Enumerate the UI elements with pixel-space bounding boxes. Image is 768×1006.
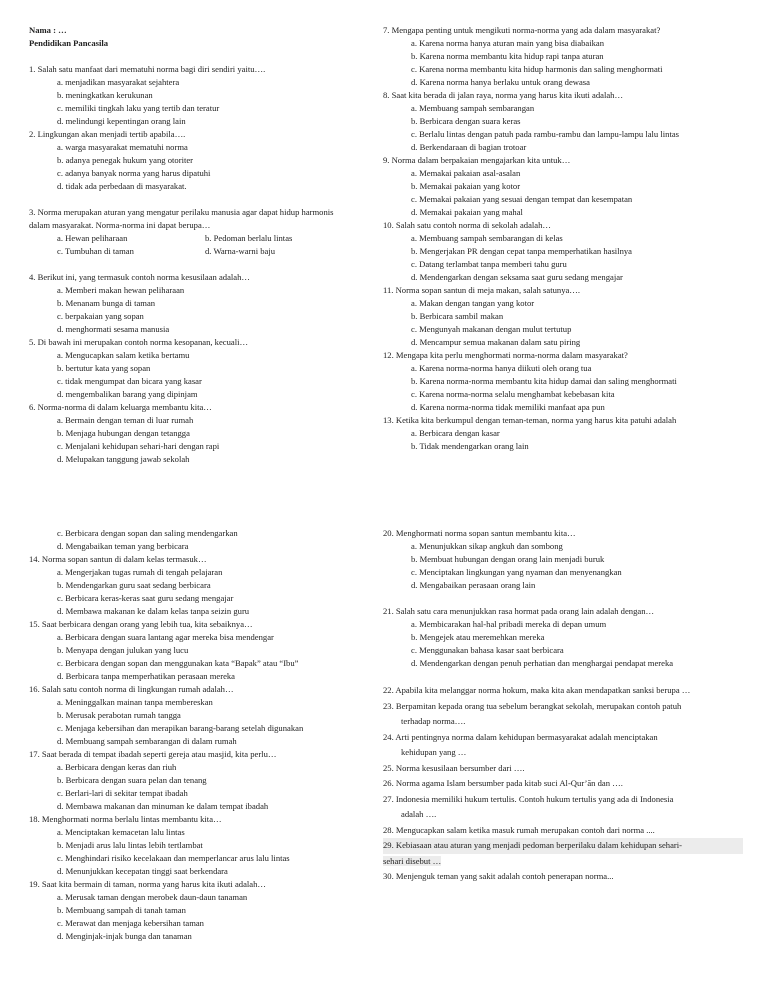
question-14 — [29, 553, 374, 618]
option-a: a. Karena norma hanya aturan main yang bisa diabaikan — [411, 38, 605, 48]
question-text: 16. Salah satu contoh norma di lingkungan rumah adalah… — [29, 684, 234, 694]
option-c: c. Mengunyah makanan dengan mulut tertutup — [411, 324, 572, 334]
question-text: 12. Mengapa kita perlu menghormati norma-norma dalam masyarakat? — [383, 350, 628, 360]
option-a: a. Berbicara dengan suara lantang agar mereka bisa mendengar — [57, 632, 274, 642]
option-a: a. Berbicara dengan kasar — [411, 428, 500, 438]
option-d: d. Mengabaikan teman yang berbicara — [57, 541, 189, 551]
option-c: c. Menghindari risiko kecelakaan dan memperlancar arus lalu lintas — [57, 853, 290, 863]
question-15 — [29, 618, 374, 683]
option-c: c. memiliki tingkah laku yang tertib dan teratur — [57, 103, 220, 113]
option-a: a. menjadikan masyarakat sejahtera — [57, 77, 180, 87]
question-13-continued — [29, 527, 374, 553]
option-d: d. mengembalikan barang yang dipinjam — [57, 389, 198, 399]
option-d: d. tidak ada perbedaan di masyarakat. — [57, 181, 187, 191]
question-text: 6. Norma-norma di dalam keluarga membantu kita… — [29, 402, 212, 412]
question-text: 9. Norma dalam berpakaian mengajarkan kita untuk… — [383, 155, 571, 165]
option-c: c. Menjaga kebersihan dan merapikan barang-barang setelah digunakan — [57, 723, 304, 733]
question-4 — [29, 271, 374, 336]
option-b: b. Menanam bunga di taman — [57, 298, 156, 308]
option-d: d. menghormati sesama manusia — [57, 324, 170, 334]
option-d: d. Menunjukkan kecepatan tinggi saat berkendara — [57, 866, 228, 876]
option-b: b. Tidak mendengarkan orang lain — [411, 441, 529, 451]
option-c: c. berpakaian yang sopan — [57, 311, 144, 321]
essay-question-23-cont: terhadap norma…. — [401, 716, 466, 726]
option-b: b. Mengejek atau meremehkan mereka — [411, 632, 545, 642]
option-b: b. Berbicara dengan suara keras — [411, 116, 521, 126]
question-text: 4. Berikut ini, yang termasuk contoh norma kesusilaan adalah… — [29, 272, 250, 282]
option-b: b. Karena norma membantu kita hidup rapi tanpa aturan — [411, 51, 604, 61]
option-d: d. Memakai pakaian yang mahal — [411, 207, 523, 217]
option-a: a. Merusak taman dengan merobek daun-daun tanaman — [57, 892, 248, 902]
option-c: c. Berlalu lintas dengan patuh pada rambu-rambu dan lampu-lampu lalu lintas — [411, 129, 679, 139]
essay-question-25: 25. Norma kesusilaan bersumber dari …. — [383, 762, 525, 773]
option-b: b. Berbicara dengan suara pelan dan tenang — [57, 775, 207, 785]
option-d: d. Mendengarkan dengan seksama saat guru sedang mengajar — [411, 272, 623, 282]
question-16 — [29, 683, 374, 748]
question-2 — [29, 128, 374, 193]
question-text: 8. Saat kita berada di jalan raya, norma yang harus kita ikuti adalah… — [383, 90, 624, 100]
option-a: a. Memakai pakaian asal-asalan — [411, 168, 521, 178]
option-b: b. Karena norma-norma membantu kita hidup damai dan saling menghormati — [411, 376, 677, 386]
essay-question-29: 29. Kebiasaan atau aturan yang menjadi pedoman berperilaku dalam kehidupan sehari- — [383, 838, 743, 854]
question-10 — [383, 219, 753, 284]
option-a: a. Membicarakan hal-hal pribadi mereka di depan umum — [411, 619, 607, 629]
option-d: d. Mencampur semua makanan dalam satu piring — [411, 337, 581, 347]
option-a: a. Membuang sampah sembarangan di kelas — [411, 233, 563, 243]
option-d: d. Berkendaraan di bagian trotoar — [411, 142, 527, 152]
question-8 — [383, 89, 753, 154]
subject-title: Pendidikan Pancasila — [29, 38, 109, 48]
question-21 — [383, 605, 743, 670]
option-a: a. warga masyarakat mematuhi norma — [57, 142, 188, 152]
option-d: d. Karena norma-norma tidak memiliki manfaat apa pun — [411, 402, 605, 412]
option-b: b. Memakai pakaian yang kotor — [411, 181, 521, 191]
option-b: b. meningkatkan kerukunan — [57, 90, 153, 100]
question-text: 1. Salah satu manfaat dari mematuhi norma bagi diri sendiri yaitu…. — [29, 64, 266, 74]
question-9 — [383, 154, 753, 219]
option-c: c. Merawat dan menjaga kebersihan taman — [57, 918, 204, 928]
question-text: 5. Di bawah ini merupakan contoh norma kesopanan, kecuali… — [29, 337, 249, 347]
option-d: d. Warna-warni baju — [205, 246, 276, 256]
essay-question-29-cont — [383, 854, 743, 870]
essay-question-23: 23. Berpamitan kepada orang tua sebelum berangkat sekolah, merupakan contoh patuh — [383, 700, 682, 711]
option-b: b. Menjaga hubungan dengan tetangga — [57, 428, 190, 438]
option-a: a. Mengerjakan tugas rumah di tengah pelajaran — [57, 567, 223, 577]
page1-right-column — [383, 24, 753, 453]
option-c: c. Karena norma-norma selalu menghambat kebebasan kita — [411, 389, 615, 399]
option-d: d. Karena norma hanya berlaku untuk orang dewasa — [411, 77, 590, 87]
question-text: 13. Ketika kita berkumpul dengan teman-teman, norma yang harus kita patuhi adalah — [383, 415, 677, 425]
page2-left-column — [29, 527, 374, 943]
option-row — [29, 232, 374, 245]
option-b: b. Menyapa dengan julukan yang lucu — [57, 645, 189, 655]
option-c: c. Berbicara keras-keras saat guru sedang mengajar — [57, 593, 234, 603]
question-18 — [29, 813, 374, 878]
question-3 — [29, 206, 374, 258]
option-b: b. Mendengarkan guru saat sedang berbicara — [57, 580, 211, 590]
option-d: d. Membawa makanan dan minuman ke dalam tempat ibadah — [57, 801, 269, 811]
option-d: d. melindungi kepentingan orang lain — [57, 116, 186, 126]
page2-right-column — [383, 527, 743, 885]
essay-question-28: 28. Mengucapkan salam ketika masuk rumah merupakan contoh dari norma .... — [383, 824, 655, 835]
question-11 — [383, 284, 753, 349]
question-1 — [29, 63, 374, 128]
question-17 — [29, 748, 374, 813]
option-d: d. Membuang sampah sembarangan di dalam rumah — [57, 736, 237, 746]
name-label: Nama : … — [29, 25, 67, 35]
option-a: a. Menciptakan kemacetan lalu lintas — [57, 827, 185, 837]
option-row — [29, 245, 374, 258]
option-a: a. Karena norma-norma hanya diikuti oleh orang tua — [411, 363, 592, 373]
question-12 — [383, 349, 753, 414]
page1-left-column — [29, 24, 374, 466]
essay-question-27: 27. Indonesia memiliki hukum tertulis. Contoh hukum tertulis yang ada di Indonesia — [383, 793, 674, 804]
question-text: 15. Saat berbicara dengan orang yang lebih tua, kita sebaiknya… — [29, 619, 253, 629]
option-d: d. Membawa makanan ke dalam kelas tanpa seizin guru — [57, 606, 250, 616]
essay-question-29-cont-highlight: sehari disebut … — [383, 855, 442, 866]
option-b: b. Membuat hubungan dengan orang lain menjadi buruk — [411, 554, 605, 564]
essay-question-30: 30. Menjenguk teman yang sakit adalah contoh penerapan norma... — [383, 871, 614, 881]
option-d: d. Mengabaikan perasaan orang lain — [411, 580, 536, 590]
question-text: 21. Salah satu cara menunjukkan rasa hormat pada orang lain adalah dengan… — [383, 606, 655, 616]
question-text: 3. Norma merupakan aturan yang mengatur perilaku manusia agar dapat hidup harmonis — [29, 207, 334, 217]
essay-question-24: 24. Arti pentingnya norma dalam kehidupan bermasyarakat adalah menciptakan — [383, 731, 658, 742]
question-13 — [383, 414, 753, 453]
question-text: 14. Norma sopan santun di dalam kelas termasuk… — [29, 554, 207, 564]
option-b: b. adanya penegak hukum yang otoriter — [57, 155, 194, 165]
option-a: a. Berbicara dengan keras dan riuh — [57, 762, 177, 772]
option-c: c. Memakai pakaian yang sesuai dengan tempat dan kesempatan — [411, 194, 633, 204]
option-c: c. tidak mengumpat dan bicara yang kasar — [57, 376, 202, 386]
option-c: c. Berlari-lari di sekitar tempat ibadah — [57, 788, 188, 798]
option-c: c. adanya banyak norma yang harus dipatuhi — [57, 168, 211, 178]
option-b: b. Berbicara sambil makan — [411, 311, 504, 321]
option-b: b. Merusak perabotan rumah tangga — [57, 710, 181, 720]
question-text: 20. Menghormati norma sopan santun membantu kita… — [383, 528, 576, 538]
option-d: d. Melupakan tanggung jawab sekolah — [57, 454, 190, 464]
question-text: 11. Norma sopan santun di meja makan, salah satunya…. — [383, 285, 581, 295]
question-6 — [29, 401, 374, 466]
option-d: d. Berbicara tanpa memperhatikan perasaan mereka — [57, 671, 235, 681]
option-b: b. Menjadi arus lalu lintas lebih tertlambat — [57, 840, 203, 850]
question-text: 2. Lingkungan akan menjadi tertib apabila…. — [29, 129, 186, 139]
option-a: a. Makan dengan tangan yang kotor — [411, 298, 535, 308]
option-a: a. Memberi makan hewan peliharaan — [57, 285, 185, 295]
essay-question-27-cont: adalah …. — [401, 809, 437, 819]
option-c: c. Tumbuhan di taman — [57, 246, 134, 256]
option-a: a. Meninggalkan mainan tanpa membereskan — [57, 697, 213, 707]
option-c: c. Berbicara dengan sopan dan saling mendengarkan — [57, 528, 238, 538]
question-text-cont: dalam masyarakat. Norma-norma ini dapat berupa… — [29, 220, 211, 230]
question-7 — [383, 24, 753, 89]
essay-question-26: 26. Norma agama Islam bersumber pada kitab suci Al-Qur’ān dan …. — [383, 778, 623, 788]
question-text: 10. Salah satu contoh norma di sekolah adalah… — [383, 220, 552, 230]
essay-section — [383, 683, 743, 885]
option-b: b. Mengerjakan PR dengan cepat tanpa memperhatikan hasilnya — [411, 246, 632, 256]
option-a: a. Membuang sampah sembarangan — [411, 103, 535, 113]
question-20 — [383, 527, 743, 592]
option-c: c. Datang terlambat tanpa memberi tahu guru — [411, 259, 567, 269]
option-b: b. Membuang sampah di tanah taman — [57, 905, 186, 915]
option-a: a. Hewan peliharaan — [57, 233, 128, 243]
question-text: 18. Menghormati norma berlalu lintas membantu kita… — [29, 814, 222, 824]
option-a: a. Menunjukkan sikap angkuh dan sombong — [411, 541, 563, 551]
option-c: c. Berbicara dengan sopan dan menggunakan kata “Bapak” atau “Ibu” — [57, 658, 299, 668]
option-c: c. Menggunakan bahasa kasar saat berbicara — [411, 645, 564, 655]
option-c: c. Menjalani kehidupan sehari-hari dengan rapi — [57, 441, 220, 451]
option-a: a. Mengucapkan salam ketika bertamu — [57, 350, 190, 360]
option-b: b. bertutur kata yang sopan — [57, 363, 151, 373]
question-text: 7. Mengapa penting untuk mengikuti norma-norma yang ada dalam masyarakat? — [383, 25, 661, 35]
option-c: c. Karena norma membantu kita hidup harmonis dan saling menghormati — [411, 64, 663, 74]
option-b: b. Pedoman berlalu lintas — [205, 233, 293, 243]
option-c: c. Menciptakan lingkungan yang nyaman dan menyenangkan — [411, 567, 622, 577]
question-5 — [29, 336, 374, 401]
question-19 — [29, 878, 374, 943]
option-a: a. Bermain dengan teman di luar rumah — [57, 415, 194, 425]
option-d: d. Menginjak-injak bunga dan tanaman — [57, 931, 192, 941]
question-text: 17. Saat berada di tempat ibadah seperti gereja atau masjid, kita perlu… — [29, 749, 277, 759]
option-d: d. Mendengarkan dengan penuh perhatian dan menghargai pendapat mereka — [411, 658, 674, 668]
question-text: 19. Saat kita bermain di taman, norma yang harus kita ikuti adalah… — [29, 879, 266, 889]
essay-question-22: 22. Apabila kita melanggar norma hokum, maka kita akan mendapatkan sanksi berupa … — [383, 685, 691, 695]
essay-question-24-cont: kehidupan yang … — [401, 747, 467, 757]
